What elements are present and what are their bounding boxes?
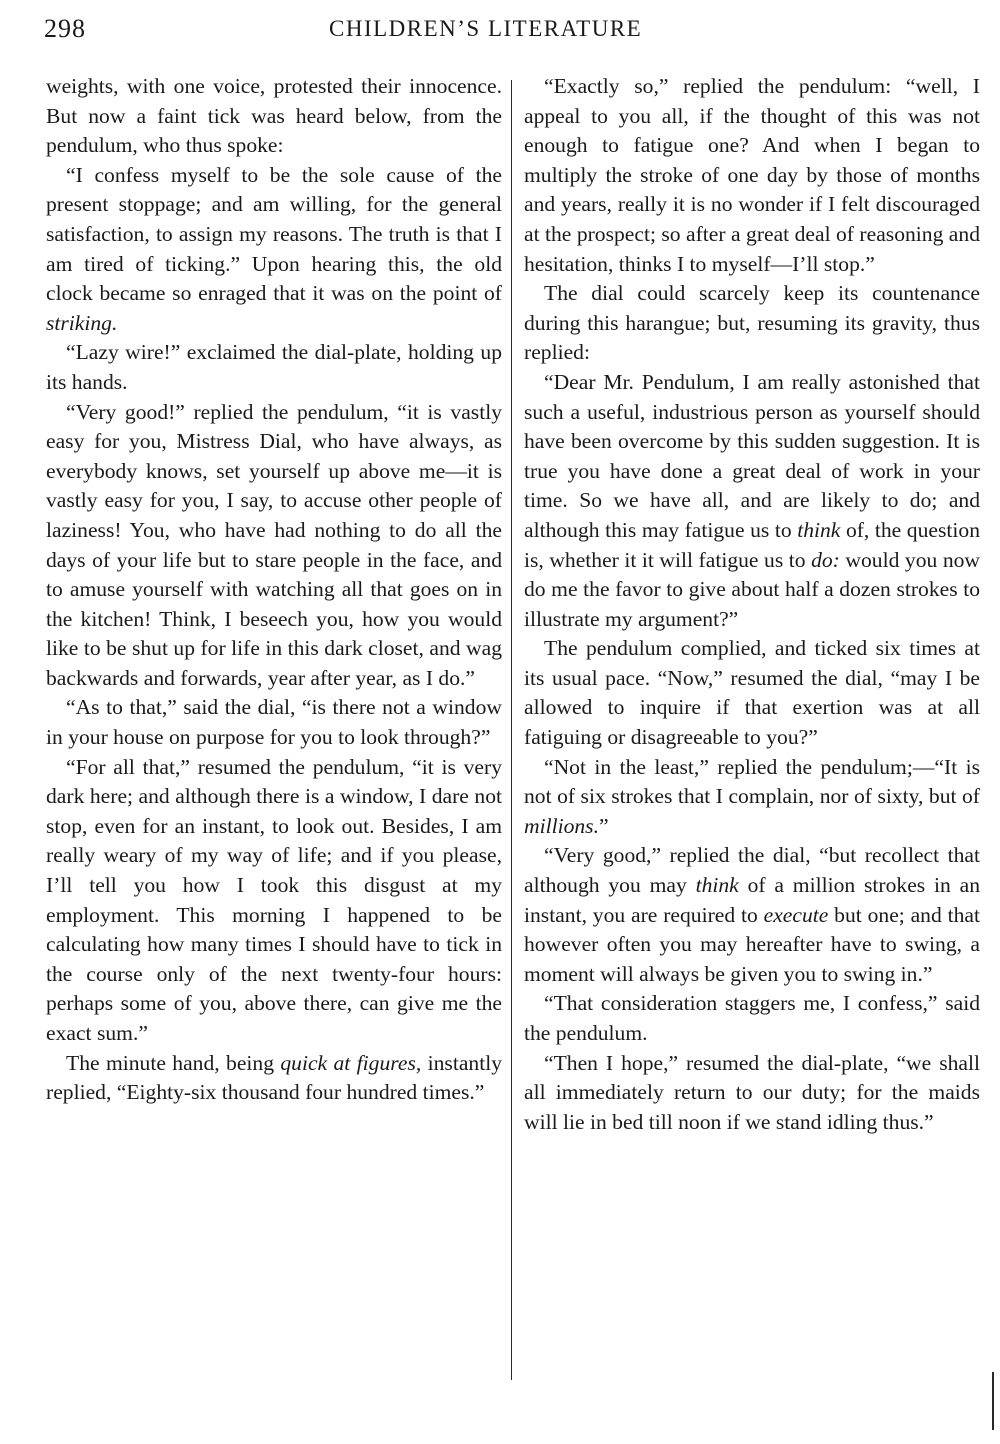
paragraph: “Very good!” replied the pendulum, “it is vastly easy for you, Mistress Dial, who have always, as everybody knows, set yourself up above me—it is vastly easy for you, I say, to accuse other people of laziness! You, who have had nothing to do all the days of your life but to stare people in the face, and to amuse yourself with watching all that goes on in the kitchen! Think, I beseech you, how you would like to be shut up for life in this dark closet, and wag backwards and forwards, year after year, as I do.” (46, 399, 502, 690)
page-edge-mark (992, 1372, 994, 1430)
page-number: 298 (44, 14, 86, 43)
text-run: “I confess myself to be the sole cause of the present stoppage; and am willing, for the general satisfaction, to assign my reasons. The truth is that I am tired of ticking.” Upon hearing this, the old clock became so enraged that it was on the point of (46, 162, 502, 306)
paragraph: The pendulum complied, and ticked six times at its usual pace. “Now,” resumed the dial, “may I be allowed to inquire if that exertion was at all fatiguing or disagreeable to you?” (524, 636, 980, 750)
text-run: “Not in the least,” replied the pendulum;—“It is not of six strokes that I complain, nor of sixty, but of (524, 754, 980, 809)
left-column (46, 72, 502, 1108)
paragraph: “Then I hope,” resumed the dial-plate, “we shall all immediately return to our duty; for the maids will lie in bed till noon if we stand idling thus.” (524, 1050, 980, 1134)
italic-text: do: (811, 547, 840, 572)
column-divider (511, 80, 512, 1380)
italic-text: millions. (524, 813, 599, 838)
text-run: “Very good,” replied the dial, “but recollect that although you may (524, 843, 980, 898)
text-run: instantly replied, “Eighty-six thousand four hundred times.” (46, 1050, 502, 1105)
paragraph: “As to that,” said the dial, “is there not a window in your house on purpose for you to look through?” (46, 695, 502, 750)
italic-text: execute (763, 902, 829, 927)
italic-text: think (797, 517, 841, 542)
right-column (524, 72, 980, 1137)
italic-text: striking. (46, 310, 118, 335)
text-run: of, the question is, whether it it will fatigue us to (524, 517, 980, 572)
running-head: CHILDREN’S LITERATURE (329, 16, 643, 41)
paragraph (524, 753, 980, 842)
text-run: of a million strokes in an instant, you are required to (524, 873, 980, 927)
paragraph: “Exactly so,” replied the pendulum: “well, I appeal to you all, if the thought of this was not enough to fatigue one? And when I began to multiply the stroke of one day by those of months and years, really it is no wonder if I felt discouraged at the prospect; so after a great deal of reasoning and hesitation, thinks I to myself—I’ll stop.” (524, 74, 980, 276)
text-run: ” (599, 813, 609, 838)
page-header (44, 14, 964, 50)
paragraph: “Lazy wire!” exclaimed the dial-plate, holding up its hands. (46, 340, 502, 394)
paragraph (46, 1049, 502, 1108)
italic-text: quick at figures, (280, 1050, 422, 1075)
text-run: would you now do me the favor to give about half a dozen strokes to illustrate my argument?” (524, 547, 981, 631)
paragraph: “That consideration staggers me, I confess,” said the pendulum. (524, 991, 980, 1045)
text-run: “Dear Mr. Pendulum, I am really astonished that such a useful, industrious person as yourself should have been overcome by this sudden suggestion. It is true you have done a great deal of work in your time. So we have all, and are likely to do; and although this may fatigue us to (524, 369, 980, 542)
paragraph (524, 841, 980, 989)
paragraph: The dial could scarcely keep its countenance during this harangue; but, resuming its gravity, thus replied: (524, 281, 980, 365)
paragraph (524, 368, 980, 634)
paragraph: “For all that,” resumed the pendulum, “it is very dark here; and although there is a window, I dare not stop, even for an instant, to look out. Besides, I am really weary of my way of life; and if you please, I’ll tell you how I took this disgust at my employment. This morning I happened to be calculating how many times I should have to tick in the course only of the next twenty-four hours: perhaps some of you, above there, can give me the exact sum.” (46, 754, 502, 1045)
text-run: The minute hand, being (66, 1050, 281, 1075)
paragraph (46, 161, 502, 339)
text-run: but one; and that however often you may hereafter have to swing, a moment will always be given you to swing in.” (524, 902, 980, 986)
paragraph: weights, with one voice, protested their innocence. But now a faint tick was heard below, from the pendulum, who thus spoke: (46, 74, 502, 158)
italic-text: think (695, 873, 739, 898)
